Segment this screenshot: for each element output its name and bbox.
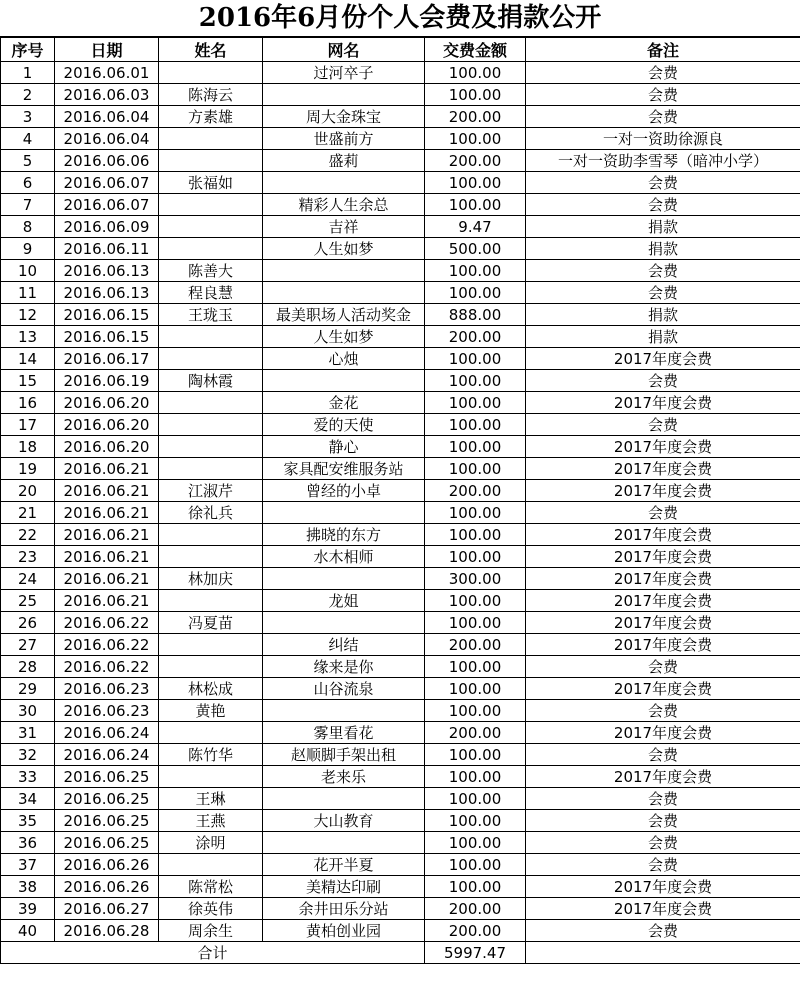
header-name: 姓名 — [159, 38, 263, 62]
cell-index: 13 — [1, 326, 55, 348]
cell-remark: 捐款 — [526, 326, 800, 348]
total-amount: 5997.47 — [425, 942, 526, 964]
table-row — [1, 172, 800, 194]
cell-remark: 2017年度会费 — [526, 876, 800, 898]
cell-remark: 2017年度会费 — [526, 590, 800, 612]
table-row — [1, 634, 800, 656]
cell-nickname: 静心 — [263, 436, 425, 458]
cell-amount: 9.47 — [425, 216, 526, 238]
cell-nickname: 纠结 — [263, 634, 425, 656]
cell-amount: 100.00 — [425, 414, 526, 436]
cell-index: 10 — [1, 260, 55, 282]
cell-date: 2016.06.01 — [55, 62, 159, 84]
cell-name — [159, 150, 263, 172]
cell-name — [159, 766, 263, 788]
table-row — [1, 260, 800, 282]
cell-name — [159, 458, 263, 480]
cell-index: 3 — [1, 106, 55, 128]
cell-remark: 2017年度会费 — [526, 436, 800, 458]
cell-nickname: 美精达印刷 — [263, 876, 425, 898]
cell-nickname — [263, 172, 425, 194]
cell-index: 5 — [1, 150, 55, 172]
cell-name: 林松成 — [159, 678, 263, 700]
cell-nickname — [263, 568, 425, 590]
cell-date: 2016.06.24 — [55, 744, 159, 766]
cell-amount: 200.00 — [425, 634, 526, 656]
cell-date: 2016.06.09 — [55, 216, 159, 238]
cell-remark: 捐款 — [526, 216, 800, 238]
cell-index: 16 — [1, 392, 55, 414]
cell-nickname: 吉祥 — [263, 216, 425, 238]
cell-amount: 100.00 — [425, 590, 526, 612]
table-row — [1, 128, 800, 150]
table-row — [1, 656, 800, 678]
cell-index: 24 — [1, 568, 55, 590]
cell-index: 1 — [1, 62, 55, 84]
cell-nickname: 赵顺脚手架出租 — [263, 744, 425, 766]
cell-remark: 捐款 — [526, 304, 800, 326]
cell-nickname — [263, 788, 425, 810]
cell-nickname — [263, 502, 425, 524]
cell-nickname: 盛莉 — [263, 150, 425, 172]
table-row — [1, 238, 800, 260]
cell-amount: 100.00 — [425, 172, 526, 194]
cell-amount: 100.00 — [425, 194, 526, 216]
cell-index: 17 — [1, 414, 55, 436]
cell-amount: 100.00 — [425, 832, 526, 854]
cell-name — [159, 524, 263, 546]
table-row — [1, 304, 800, 326]
cell-date: 2016.06.23 — [55, 700, 159, 722]
cell-index: 29 — [1, 678, 55, 700]
cell-remark: 2017年度会费 — [526, 480, 800, 502]
table-row — [1, 920, 800, 942]
cell-date: 2016.06.24 — [55, 722, 159, 744]
cell-name — [159, 392, 263, 414]
header-nickname: 网名 — [263, 38, 425, 62]
cell-amount: 200.00 — [425, 480, 526, 502]
table-row — [1, 744, 800, 766]
cell-remark: 会费 — [526, 106, 800, 128]
page-title: 2016年6月份个人会费及捐款公开 — [0, 0, 800, 37]
cell-nickname — [263, 282, 425, 304]
cell-index: 11 — [1, 282, 55, 304]
table-row — [1, 810, 800, 832]
cell-remark: 会费 — [526, 744, 800, 766]
cell-nickname: 精彩人生余总 — [263, 194, 425, 216]
cell-nickname: 爱的天使 — [263, 414, 425, 436]
cell-date: 2016.06.26 — [55, 854, 159, 876]
table-row — [1, 150, 800, 172]
cell-name — [159, 854, 263, 876]
cell-remark: 2017年度会费 — [526, 458, 800, 480]
cell-amount: 100.00 — [425, 854, 526, 876]
cell-amount: 100.00 — [425, 766, 526, 788]
cell-nickname: 世盛前方 — [263, 128, 425, 150]
cell-date: 2016.06.26 — [55, 876, 159, 898]
cell-nickname: 家具配安维服务站 — [263, 458, 425, 480]
cell-index: 9 — [1, 238, 55, 260]
cell-name — [159, 348, 263, 370]
donation-table — [0, 37, 800, 964]
cell-name: 陈善大 — [159, 260, 263, 282]
cell-index: 40 — [1, 920, 55, 942]
cell-date: 2016.06.21 — [55, 524, 159, 546]
cell-amount: 100.00 — [425, 370, 526, 392]
cell-date: 2016.06.19 — [55, 370, 159, 392]
cell-remark: 一对一资助李雪琴（暗冲小学） — [526, 150, 800, 172]
cell-amount: 100.00 — [425, 524, 526, 546]
cell-name — [159, 414, 263, 436]
cell-remark: 2017年度会费 — [526, 634, 800, 656]
cell-amount: 100.00 — [425, 612, 526, 634]
cell-amount: 200.00 — [425, 150, 526, 172]
cell-name: 涂明 — [159, 832, 263, 854]
cell-remark: 2017年度会费 — [526, 568, 800, 590]
cell-name: 陈竹华 — [159, 744, 263, 766]
cell-name: 林加庆 — [159, 568, 263, 590]
cell-remark: 会费 — [526, 84, 800, 106]
cell-remark: 捐款 — [526, 238, 800, 260]
table-row — [1, 766, 800, 788]
table-row — [1, 414, 800, 436]
cell-nickname: 人生如梦 — [263, 238, 425, 260]
table-row — [1, 106, 800, 128]
cell-amount: 100.00 — [425, 458, 526, 480]
cell-remark: 会费 — [526, 832, 800, 854]
cell-name: 方素雄 — [159, 106, 263, 128]
cell-index: 25 — [1, 590, 55, 612]
cell-amount: 100.00 — [425, 502, 526, 524]
cell-amount: 100.00 — [425, 282, 526, 304]
total-row — [1, 942, 800, 964]
cell-index: 14 — [1, 348, 55, 370]
cell-remark: 2017年度会费 — [526, 612, 800, 634]
cell-remark: 会费 — [526, 172, 800, 194]
cell-amount: 100.00 — [425, 876, 526, 898]
cell-amount: 100.00 — [425, 436, 526, 458]
cell-name: 王珑玉 — [159, 304, 263, 326]
cell-nickname: 花开半夏 — [263, 854, 425, 876]
cell-nickname: 大山教育 — [263, 810, 425, 832]
cell-index: 19 — [1, 458, 55, 480]
cell-index: 8 — [1, 216, 55, 238]
cell-nickname — [263, 832, 425, 854]
cell-amount: 100.00 — [425, 260, 526, 282]
cell-amount: 100.00 — [425, 62, 526, 84]
table-row — [1, 348, 800, 370]
cell-name: 周余生 — [159, 920, 263, 942]
cell-date: 2016.06.21 — [55, 458, 159, 480]
cell-amount: 100.00 — [425, 744, 526, 766]
cell-name: 王燕 — [159, 810, 263, 832]
cell-nickname: 黄柏创业园 — [263, 920, 425, 942]
cell-index: 2 — [1, 84, 55, 106]
cell-name — [159, 194, 263, 216]
cell-index: 27 — [1, 634, 55, 656]
cell-amount: 200.00 — [425, 898, 526, 920]
cell-nickname: 金花 — [263, 392, 425, 414]
table-row — [1, 700, 800, 722]
header-index: 序号 — [1, 38, 55, 62]
table-row — [1, 876, 800, 898]
cell-name — [159, 62, 263, 84]
table-row — [1, 788, 800, 810]
cell-index: 33 — [1, 766, 55, 788]
cell-nickname — [263, 612, 425, 634]
cell-date: 2016.06.28 — [55, 920, 159, 942]
cell-nickname: 水木相师 — [263, 546, 425, 568]
cell-index: 26 — [1, 612, 55, 634]
cell-remark: 会费 — [526, 810, 800, 832]
cell-amount: 100.00 — [425, 128, 526, 150]
cell-index: 21 — [1, 502, 55, 524]
cell-nickname — [263, 260, 425, 282]
cell-remark: 会费 — [526, 282, 800, 304]
table-row — [1, 568, 800, 590]
cell-name: 程良慧 — [159, 282, 263, 304]
cell-date: 2016.06.13 — [55, 260, 159, 282]
table-row — [1, 832, 800, 854]
cell-nickname: 最美职场人活动奖金 — [263, 304, 425, 326]
table-row — [1, 524, 800, 546]
cell-amount: 888.00 — [425, 304, 526, 326]
cell-date: 2016.06.20 — [55, 414, 159, 436]
cell-remark: 会费 — [526, 700, 800, 722]
cell-date: 2016.06.07 — [55, 172, 159, 194]
cell-index: 30 — [1, 700, 55, 722]
cell-name: 徐礼兵 — [159, 502, 263, 524]
cell-date: 2016.06.25 — [55, 766, 159, 788]
cell-name: 冯夏苗 — [159, 612, 263, 634]
cell-nickname: 人生如梦 — [263, 326, 425, 348]
cell-remark: 2017年度会费 — [526, 722, 800, 744]
cell-amount: 200.00 — [425, 920, 526, 942]
cell-index: 20 — [1, 480, 55, 502]
cell-index: 34 — [1, 788, 55, 810]
cell-nickname: 老来乐 — [263, 766, 425, 788]
cell-amount: 100.00 — [425, 656, 526, 678]
cell-name — [159, 326, 263, 348]
cell-index: 32 — [1, 744, 55, 766]
cell-amount: 100.00 — [425, 678, 526, 700]
cell-amount: 200.00 — [425, 326, 526, 348]
cell-nickname — [263, 84, 425, 106]
cell-name: 陶林霞 — [159, 370, 263, 392]
cell-remark: 会费 — [526, 920, 800, 942]
cell-name — [159, 216, 263, 238]
cell-amount: 100.00 — [425, 84, 526, 106]
table-row — [1, 370, 800, 392]
cell-name: 徐英伟 — [159, 898, 263, 920]
cell-name — [159, 436, 263, 458]
cell-date: 2016.06.04 — [55, 106, 159, 128]
cell-remark: 会费 — [526, 62, 800, 84]
cell-name — [159, 722, 263, 744]
cell-date: 2016.06.25 — [55, 832, 159, 854]
cell-nickname — [263, 700, 425, 722]
cell-amount: 100.00 — [425, 810, 526, 832]
cell-remark: 2017年度会费 — [526, 524, 800, 546]
table-row — [1, 546, 800, 568]
table-row — [1, 480, 800, 502]
cell-remark: 会费 — [526, 370, 800, 392]
cell-nickname: 缘来是你 — [263, 656, 425, 678]
cell-name: 黄艳 — [159, 700, 263, 722]
header-date: 日期 — [55, 38, 159, 62]
header-row — [1, 38, 800, 62]
cell-name: 陈常松 — [159, 876, 263, 898]
cell-amount: 200.00 — [425, 722, 526, 744]
cell-amount: 100.00 — [425, 546, 526, 568]
cell-date: 2016.06.22 — [55, 634, 159, 656]
cell-index: 7 — [1, 194, 55, 216]
cell-remark: 2017年度会费 — [526, 898, 800, 920]
table-row — [1, 194, 800, 216]
cell-date: 2016.06.22 — [55, 656, 159, 678]
cell-index: 37 — [1, 854, 55, 876]
cell-date: 2016.06.04 — [55, 128, 159, 150]
cell-name: 王琳 — [159, 788, 263, 810]
cell-nickname: 心烛 — [263, 348, 425, 370]
cell-remark: 2017年度会费 — [526, 348, 800, 370]
cell-nickname — [263, 370, 425, 392]
cell-remark: 会费 — [526, 194, 800, 216]
table-row — [1, 722, 800, 744]
cell-remark: 会费 — [526, 260, 800, 282]
table-row — [1, 326, 800, 348]
cell-index: 4 — [1, 128, 55, 150]
cell-index: 18 — [1, 436, 55, 458]
cell-date: 2016.06.06 — [55, 150, 159, 172]
cell-nickname: 雾里看花 — [263, 722, 425, 744]
cell-index: 22 — [1, 524, 55, 546]
cell-index: 28 — [1, 656, 55, 678]
cell-index: 31 — [1, 722, 55, 744]
table-row — [1, 392, 800, 414]
cell-nickname: 龙姐 — [263, 590, 425, 612]
cell-date: 2016.06.23 — [55, 678, 159, 700]
table-row — [1, 458, 800, 480]
cell-date: 2016.06.11 — [55, 238, 159, 260]
cell-amount: 100.00 — [425, 392, 526, 414]
cell-name — [159, 546, 263, 568]
cell-amount: 300.00 — [425, 568, 526, 590]
table-row — [1, 62, 800, 84]
cell-name — [159, 656, 263, 678]
total-remark — [526, 942, 800, 964]
cell-remark: 会费 — [526, 502, 800, 524]
cell-nickname: 曾经的小卓 — [263, 480, 425, 502]
cell-nickname: 余井田乐分站 — [263, 898, 425, 920]
cell-index: 36 — [1, 832, 55, 854]
cell-date: 2016.06.21 — [55, 502, 159, 524]
cell-remark: 2017年度会费 — [526, 546, 800, 568]
cell-index: 12 — [1, 304, 55, 326]
cell-date: 2016.06.20 — [55, 392, 159, 414]
cell-remark: 会费 — [526, 854, 800, 876]
cell-nickname: 山谷流泉 — [263, 678, 425, 700]
cell-date: 2016.06.21 — [55, 590, 159, 612]
table-row — [1, 502, 800, 524]
cell-remark: 会费 — [526, 414, 800, 436]
cell-remark: 会费 — [526, 656, 800, 678]
cell-remark: 一对一资助徐源良 — [526, 128, 800, 150]
cell-date: 2016.06.21 — [55, 546, 159, 568]
table-row — [1, 216, 800, 238]
table-row — [1, 436, 800, 458]
cell-date: 2016.06.20 — [55, 436, 159, 458]
table-row — [1, 898, 800, 920]
cell-remark: 2017年度会费 — [526, 766, 800, 788]
cell-date: 2016.06.22 — [55, 612, 159, 634]
cell-index: 23 — [1, 546, 55, 568]
cell-remark: 会费 — [526, 788, 800, 810]
table-row — [1, 84, 800, 106]
cell-date: 2016.06.25 — [55, 788, 159, 810]
cell-date: 2016.06.13 — [55, 282, 159, 304]
cell-name: 张福如 — [159, 172, 263, 194]
cell-date: 2016.06.27 — [55, 898, 159, 920]
cell-name: 陈海云 — [159, 84, 263, 106]
cell-date: 2016.06.21 — [55, 480, 159, 502]
cell-index: 39 — [1, 898, 55, 920]
cell-amount: 500.00 — [425, 238, 526, 260]
table-row — [1, 282, 800, 304]
cell-date: 2016.06.17 — [55, 348, 159, 370]
cell-date: 2016.06.07 — [55, 194, 159, 216]
cell-remark: 2017年度会费 — [526, 392, 800, 414]
total-label: 合计 — [1, 942, 425, 964]
cell-index: 15 — [1, 370, 55, 392]
cell-amount: 100.00 — [425, 788, 526, 810]
cell-amount: 200.00 — [425, 106, 526, 128]
cell-amount: 100.00 — [425, 700, 526, 722]
cell-name: 江淑芹 — [159, 480, 263, 502]
cell-name — [159, 128, 263, 150]
cell-nickname: 过河卒子 — [263, 62, 425, 84]
header-amount: 交费金额 — [425, 38, 526, 62]
table-row — [1, 612, 800, 634]
cell-remark: 2017年度会费 — [526, 678, 800, 700]
table-row — [1, 678, 800, 700]
table-row — [1, 854, 800, 876]
cell-name — [159, 590, 263, 612]
cell-index: 35 — [1, 810, 55, 832]
cell-date: 2016.06.21 — [55, 568, 159, 590]
cell-nickname: 周大金珠宝 — [263, 106, 425, 128]
cell-date: 2016.06.25 — [55, 810, 159, 832]
cell-date: 2016.06.15 — [55, 304, 159, 326]
cell-amount: 100.00 — [425, 348, 526, 370]
cell-date: 2016.06.03 — [55, 84, 159, 106]
cell-index: 38 — [1, 876, 55, 898]
header-remark: 备注 — [526, 38, 800, 62]
cell-name — [159, 634, 263, 656]
cell-nickname: 拂晓的东方 — [263, 524, 425, 546]
cell-name — [159, 238, 263, 260]
table-row — [1, 590, 800, 612]
cell-date: 2016.06.15 — [55, 326, 159, 348]
cell-index: 6 — [1, 172, 55, 194]
